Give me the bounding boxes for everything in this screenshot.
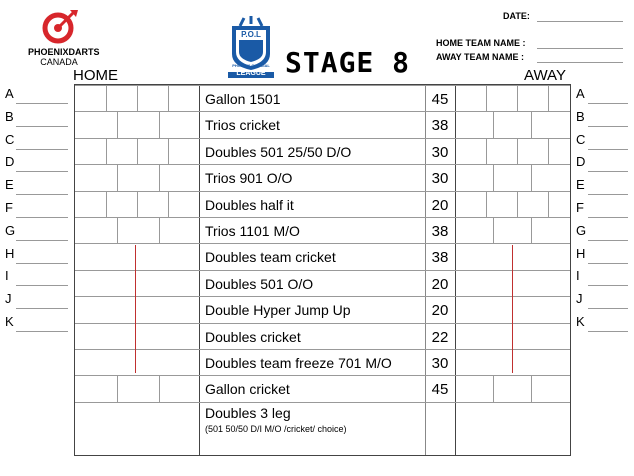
game-name: Doubles 501 25/50 D/O xyxy=(205,143,352,160)
dartboard-logo-icon xyxy=(28,8,90,44)
home-player-letter: J xyxy=(5,291,12,307)
home-mark-slot[interactable] xyxy=(159,218,160,244)
game-score: 38 xyxy=(431,223,449,240)
game-score: 20 xyxy=(431,302,449,320)
away-player-name-field[interactable] xyxy=(588,171,628,172)
home-player-name-field[interactable] xyxy=(16,331,68,332)
game-score: 20 xyxy=(431,275,449,293)
game-name: Doubles 501 O/O xyxy=(205,275,314,292)
away-player-letter: E xyxy=(576,177,585,193)
home-mark-slot[interactable] xyxy=(117,376,118,402)
home-mark-slot[interactable] xyxy=(106,192,107,218)
home-mark-slot[interactable] xyxy=(168,139,169,165)
game-row xyxy=(75,243,570,269)
home-player-name-field[interactable] xyxy=(16,285,68,286)
game-row xyxy=(75,138,570,164)
home-mark-slot[interactable] xyxy=(106,139,107,165)
league-name: LEAGUE xyxy=(236,70,266,77)
game-row xyxy=(75,217,570,243)
home-mark-slot[interactable] xyxy=(106,86,107,112)
brand-name: PHOENIXDARTS xyxy=(28,47,100,57)
away-mark-slot[interactable] xyxy=(531,112,532,138)
date-label: DATE: xyxy=(503,11,530,21)
away-mark-slot[interactable] xyxy=(517,86,518,112)
game-name: Trios 901 O/O xyxy=(205,170,293,187)
game-subtitle: (501 50/50 D/I M/O /cricket/ choice) xyxy=(205,423,347,434)
away-mark-slot[interactable] xyxy=(531,218,532,244)
home-mark-slot[interactable] xyxy=(117,112,118,138)
league-logo-caption: PHOENIX OFFICIAL xyxy=(232,63,270,68)
away-mark-slot[interactable] xyxy=(548,139,549,165)
phoenixdarts-logo xyxy=(28,8,100,67)
game-row xyxy=(75,296,570,322)
home-player-name-field[interactable] xyxy=(16,240,68,241)
away-mark-slot[interactable] xyxy=(548,86,549,112)
game-name: Double Hyper Jump Up xyxy=(205,302,351,319)
away-player-name-field[interactable] xyxy=(588,194,628,195)
home-player-letter: C xyxy=(5,131,15,147)
game-score: 30 xyxy=(431,355,449,372)
away-player-name-field[interactable] xyxy=(588,149,628,150)
game-row xyxy=(75,111,570,137)
game-name: Doubles 3 leg xyxy=(205,404,291,421)
game-row xyxy=(75,191,570,217)
game-name: Gallon 1501 xyxy=(205,91,281,107)
game-score: 45 xyxy=(431,381,449,399)
home-player-letter: H xyxy=(5,245,15,261)
away-mark-slot[interactable] xyxy=(548,192,549,218)
game-row xyxy=(75,375,570,401)
game-row xyxy=(75,85,570,111)
home-mark-slot[interactable] xyxy=(137,192,138,218)
game-name: Gallon cricket xyxy=(205,381,290,398)
game-name: Trios 1101 M/O xyxy=(205,223,300,239)
home-player-letter: I xyxy=(5,268,9,284)
home-player-name-field[interactable] xyxy=(16,194,68,195)
league-shield-icon xyxy=(226,16,276,78)
game-score: 38 xyxy=(431,249,449,267)
away-player-letter: F xyxy=(576,200,584,215)
home-player-name-field[interactable] xyxy=(16,103,68,104)
home-team-field[interactable] xyxy=(537,48,623,49)
home-mark-slot[interactable] xyxy=(159,165,160,191)
away-player-letter: I xyxy=(576,268,580,284)
home-mark-slot[interactable] xyxy=(168,86,169,112)
away-player-letter: C xyxy=(576,131,586,147)
home-team-label: HOME TEAM NAME : xyxy=(436,38,526,48)
game-score: 30 xyxy=(431,170,449,188)
home-player-name-field[interactable] xyxy=(16,171,68,172)
away-player-name-field[interactable] xyxy=(588,103,628,104)
away-player-letter: H xyxy=(576,245,586,261)
game-name: Doubles half it xyxy=(205,196,294,213)
home-mark-slot[interactable] xyxy=(159,112,160,138)
away-player-name-field[interactable] xyxy=(588,126,628,127)
home-player-letter: B xyxy=(5,108,14,124)
away-player-name-field[interactable] xyxy=(588,285,628,286)
away-mark-slot[interactable] xyxy=(486,139,487,165)
away-title: AWAY xyxy=(524,67,566,84)
away-player-letter: K xyxy=(576,314,585,329)
away-mark-slot[interactable] xyxy=(517,139,518,165)
game-name: Doubles team cricket xyxy=(205,249,336,266)
game-row xyxy=(75,270,570,296)
away-mark-slot[interactable] xyxy=(486,86,487,112)
game-score: 20 xyxy=(431,196,449,214)
away-mark-slot[interactable] xyxy=(531,165,532,191)
home-mark-slot[interactable] xyxy=(137,86,138,112)
home-player-letter: A xyxy=(5,86,14,101)
home-player-name-field[interactable] xyxy=(16,126,68,127)
home-player-letter: E xyxy=(5,177,14,193)
home-red-line xyxy=(135,245,136,373)
away-team-field[interactable] xyxy=(537,62,623,63)
date-field[interactable] xyxy=(537,21,623,22)
away-mark-slot[interactable] xyxy=(493,376,494,402)
away-player-letter: D xyxy=(576,154,586,170)
game-name: Doubles cricket xyxy=(205,328,301,345)
league-logo-text: P.O.L xyxy=(241,30,261,39)
away-player-letter: B xyxy=(576,108,585,124)
home-player-letter: G xyxy=(5,222,16,238)
game-score: 30 xyxy=(431,143,449,161)
home-player-letter: K xyxy=(5,314,14,329)
score-grid xyxy=(74,84,571,456)
home-player-letter: F xyxy=(5,200,13,215)
game-score: 45 xyxy=(431,91,449,108)
stage-title: STAGE 8 xyxy=(285,46,411,79)
away-player-name-field[interactable] xyxy=(588,308,628,309)
away-player-letter: J xyxy=(576,291,583,307)
home-mark-slot[interactable] xyxy=(137,139,138,165)
away-mark-slot[interactable] xyxy=(493,165,494,191)
home-mark-slot[interactable] xyxy=(159,376,160,402)
game-row xyxy=(75,349,570,375)
home-mark-slot[interactable] xyxy=(168,192,169,218)
away-player-name-field[interactable] xyxy=(588,263,628,264)
away-mark-slot[interactable] xyxy=(531,376,532,402)
game-row xyxy=(75,323,570,349)
home-title: HOME xyxy=(73,67,118,84)
away-mark-slot[interactable] xyxy=(517,192,518,218)
game-name: Trios cricket xyxy=(205,117,280,134)
home-player-name-field[interactable] xyxy=(16,217,68,218)
away-mark-slot[interactable] xyxy=(493,218,494,244)
away-red-line xyxy=(512,245,513,373)
league-logo xyxy=(226,16,276,78)
away-player-name-field[interactable] xyxy=(588,217,628,218)
away-player-name-field[interactable] xyxy=(588,240,628,241)
away-team-label: AWAY TEAM NAME : xyxy=(436,52,525,62)
home-player-name-field[interactable] xyxy=(16,263,68,264)
away-mark-slot[interactable] xyxy=(486,192,487,218)
game-name: Doubles team freeze 701 M/O xyxy=(205,355,392,371)
home-player-name-field[interactable] xyxy=(16,308,68,309)
game-score: 22 xyxy=(431,328,449,346)
home-mark-slot[interactable] xyxy=(117,218,118,244)
brand-region: CANADA xyxy=(40,57,78,67)
away-player-letter: A xyxy=(576,86,585,101)
away-player-letter: G xyxy=(576,222,587,238)
game-row xyxy=(75,402,570,457)
home-player-letter: D xyxy=(5,154,15,170)
home-mark-slot[interactable] xyxy=(117,165,118,191)
away-player-name-field[interactable] xyxy=(588,331,628,332)
home-player-name-field[interactable] xyxy=(16,149,68,150)
game-score: 38 xyxy=(431,117,449,135)
away-mark-slot[interactable] xyxy=(493,112,494,138)
game-row xyxy=(75,164,570,190)
